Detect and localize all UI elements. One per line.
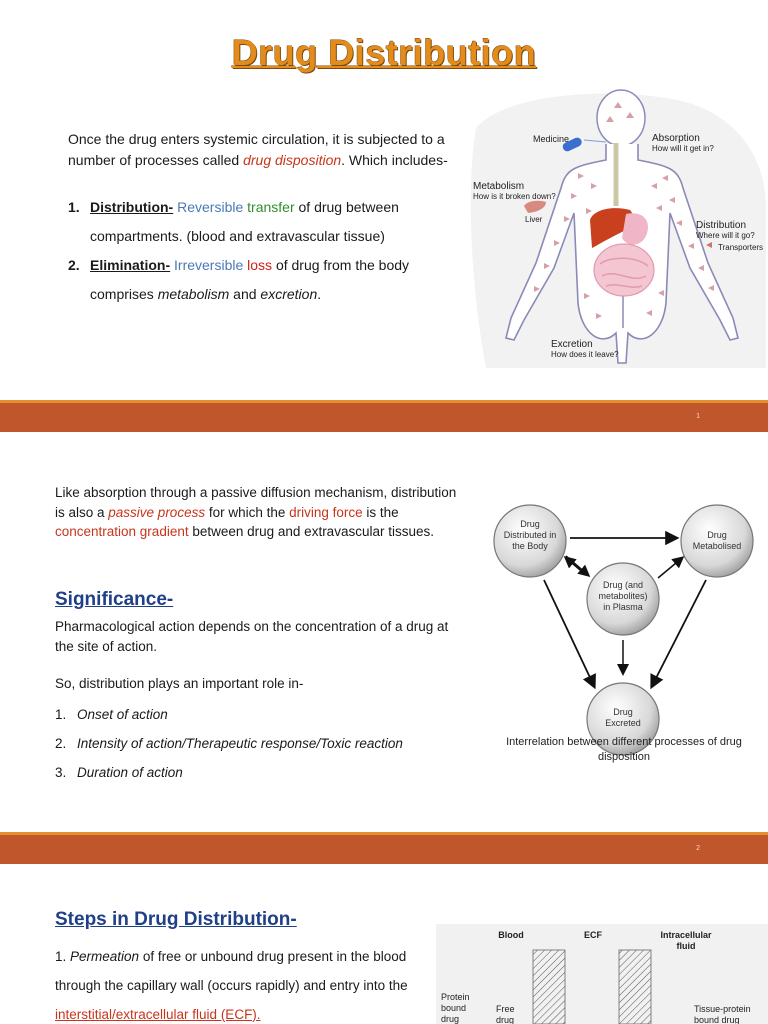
label-free-drug: Free drug (496, 1004, 515, 1024)
significance-text: Pharmacological action depends on the concentration of a drug at the site of action. (55, 619, 449, 654)
metabolism-question: How is it broken down? (473, 192, 556, 201)
word-excretion: excretion (260, 286, 318, 302)
distribution-title: Distribution (696, 220, 747, 231)
slide-3 (0, 864, 768, 1024)
term-distribution: Distribution- (90, 199, 174, 215)
list-item (55, 758, 475, 787)
list-number: 1. (68, 199, 80, 215)
list-text: Intensity of action/Therapeutic response/Toxic reaction (77, 736, 403, 751)
role-list (55, 700, 475, 787)
intro-paragraph (68, 129, 478, 171)
slide-title: Drug Distribution (231, 32, 537, 73)
label-drug-in-plasma: Drug (and metabolites) in Plasma (598, 580, 648, 612)
label-medicine: Medicine (533, 134, 570, 144)
period: . (317, 286, 322, 302)
significance-heading: Significance- (55, 589, 174, 610)
drug-disposition-term: drug disposition (243, 152, 342, 168)
label-tissue-protein-bound: Tissue-protein bound drug (694, 1004, 751, 1024)
label-drug-distributed: Drug Distributed in the Body (503, 519, 557, 551)
label-transporters: Transporters (718, 243, 764, 252)
label-drug-metabolised: Drug Metabolised (692, 530, 742, 551)
label-ecf: ECF (584, 930, 602, 940)
list-item (55, 700, 475, 729)
list-text: Duration of action (77, 765, 183, 780)
intro-text-end: . Which includes- (341, 152, 448, 168)
list-item-elimination (68, 251, 468, 309)
term-elimination: Elimination- (90, 257, 171, 273)
list-item-distribution (68, 193, 468, 251)
label-liver: Liver (525, 215, 543, 224)
absorption-title: Absorption (652, 133, 700, 144)
paragraph-text: Like absorption through a passive diffusion mechanism, distribution is also a (55, 485, 457, 520)
label-protein-bound: Protein bound drug (441, 992, 470, 1024)
label-intracellular-fluid: Intracellular fluid (660, 930, 712, 951)
concentration-gradient-term: concentration gradient (55, 524, 189, 539)
elimination-description: of drug from the body comprises (90, 257, 410, 302)
ecf-term: interstitial/extracellular fluid (ECF). (55, 1007, 261, 1022)
paragraph-text: for which the (205, 504, 290, 520)
driving-force-term: driving force (289, 504, 363, 520)
word-transfer: transfer (247, 199, 295, 215)
slide-number: 1 (696, 413, 700, 420)
word-loss: loss (247, 257, 273, 273)
list-item (55, 729, 475, 758)
label-excretion (551, 340, 619, 360)
list-number: 2. (68, 257, 80, 273)
intestines-icon (594, 244, 654, 296)
slide-divider (0, 400, 768, 432)
word-irreversible: Irreversible (174, 257, 244, 273)
list-number: 1. (55, 707, 67, 722)
intro-text: Once the drug enters systemic circulation, it is subjected to a number of processes called (68, 131, 445, 168)
step-number: 1. (55, 949, 67, 964)
cell-membrane (619, 950, 651, 1024)
compartment-figure (436, 924, 768, 1024)
permeation-paragraph (55, 942, 435, 1024)
list-text: Onset of action (77, 707, 168, 722)
label-metabolism (473, 182, 556, 202)
distribution-description: of drug between compartments. (blood and extravascular tissue) (90, 199, 399, 244)
disposition-cycle-diagram (482, 500, 768, 770)
excretion-question: How does it leave? (551, 350, 619, 359)
role-intro-text: So, distribution plays an important role in- (55, 676, 304, 691)
paragraph-text: of free or unbound drug present in the blood through the capillary wall (occurs rapidly) and entry into the (55, 949, 408, 993)
excretion-title: Excretion (551, 339, 593, 350)
paragraph-text: between drug and extravascular tissues. (188, 524, 434, 539)
slide-2 (0, 432, 768, 832)
disposition-list (68, 193, 468, 309)
capillary-membrane (533, 950, 565, 1024)
label-absorption (652, 134, 714, 154)
steps-heading: Steps in Drug Distribution- (55, 909, 297, 930)
figure-caption: Interrelation between different processes of drug disposition (506, 736, 742, 763)
list-number: 2. (55, 736, 67, 751)
list-number: 3. (55, 765, 67, 780)
slide-divider (0, 832, 768, 864)
label-distribution (696, 221, 755, 241)
permeation-term: Permeation (70, 949, 140, 964)
word-metabolism: metabolism (157, 286, 230, 302)
body-adme-figure (466, 88, 768, 376)
distribution-question: Where will it go? (696, 231, 755, 240)
passive-process-paragraph (55, 483, 465, 542)
absorption-question: How will it get in? (652, 144, 714, 153)
passive-process-term: passive process (108, 504, 206, 520)
slide-number: 2 (696, 845, 700, 852)
label-blood: Blood (498, 930, 524, 940)
slide-1 (0, 0, 768, 400)
metabolism-title: Metabolism (473, 181, 525, 192)
word-and: and (229, 286, 261, 302)
paragraph-text: is the (362, 504, 399, 520)
head-outline (597, 90, 645, 146)
word-reversible: Reversible (177, 199, 244, 215)
label-drug-excreted: Drug Excreted (605, 707, 641, 728)
